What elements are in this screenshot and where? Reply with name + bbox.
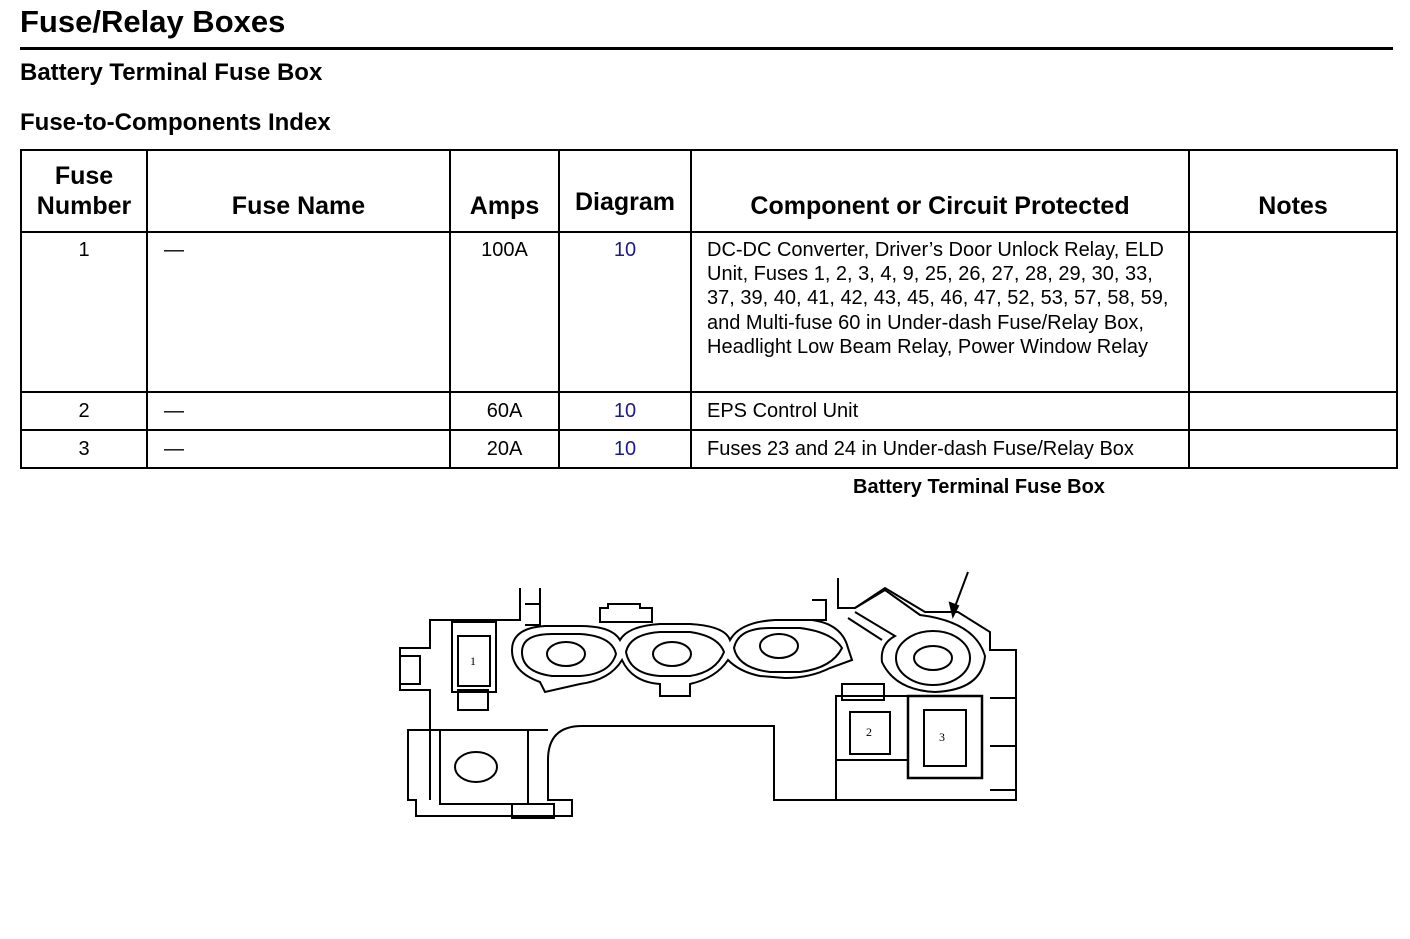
fuse-box-diagram xyxy=(395,565,1025,825)
table-row xyxy=(21,392,1397,430)
diagram-caption: Battery Terminal Fuse Box xyxy=(853,476,1105,498)
column-header-fuse-number: Fuse Number xyxy=(21,150,147,232)
fuse-number-cell: 2 xyxy=(21,392,147,430)
section-title: Battery Terminal Fuse Box xyxy=(20,59,323,86)
fuse-number-cell: 3 xyxy=(21,430,147,468)
component-cell: Fuses 23 and 24 in Under-dash Fuse/Relay Box xyxy=(691,430,1189,468)
notes-cell xyxy=(1189,430,1397,468)
amps-cell: 100A xyxy=(450,232,559,392)
column-header-amps: Amps xyxy=(450,150,559,232)
index-title: Fuse-to-Components Index xyxy=(20,109,331,136)
table-header-row xyxy=(21,150,1397,232)
fuse-2-label: 2 xyxy=(866,725,872,739)
diagram-link[interactable]: 10 xyxy=(559,430,691,468)
component-cell: EPS Control Unit xyxy=(691,392,1189,430)
fuse-3-label: 3 xyxy=(939,730,945,744)
notes-cell xyxy=(1189,232,1397,392)
amps-cell: 20A xyxy=(450,430,559,468)
notes-cell xyxy=(1189,392,1397,430)
page-title: Fuse/Relay Boxes xyxy=(20,4,286,39)
diagram-link[interactable]: 10 xyxy=(559,392,691,430)
fuse-number-cell: 1 xyxy=(21,232,147,392)
column-header-diagram: Diagram xyxy=(559,150,691,232)
table-row xyxy=(21,232,1397,392)
fuse-name-cell: — xyxy=(147,232,450,392)
diagram-link[interactable]: 10 xyxy=(559,232,691,392)
column-header-fuse-name: Fuse Name xyxy=(147,150,450,232)
fuse-1-label: 1 xyxy=(470,654,476,668)
fuse-name-cell: — xyxy=(147,392,450,430)
title-divider xyxy=(20,47,1393,50)
fuse-index-table xyxy=(20,149,1398,469)
column-header-notes: Notes xyxy=(1189,150,1397,232)
component-cell: DC-DC Converter, Driver’s Door Unlock Relay, ELD Unit, Fuses 1, 2, 3, 4, 9, 25, 26, 27, 28, 29, 30, 33, 37, 39, 40, 41, 42, 43, 45, 46, 47, 52, 53, 57, 58, 59, and Multi-fuse 60 in Under-dash Fuse/Relay Box, Headlight Low Beam Relay, Power Window Relay xyxy=(691,232,1189,392)
column-header-component: Component or Circuit Protected xyxy=(691,150,1189,232)
fuse-name-cell: — xyxy=(147,430,450,468)
table-row xyxy=(21,430,1397,468)
fuse-2 xyxy=(836,696,908,760)
amps-cell: 60A xyxy=(450,392,559,430)
